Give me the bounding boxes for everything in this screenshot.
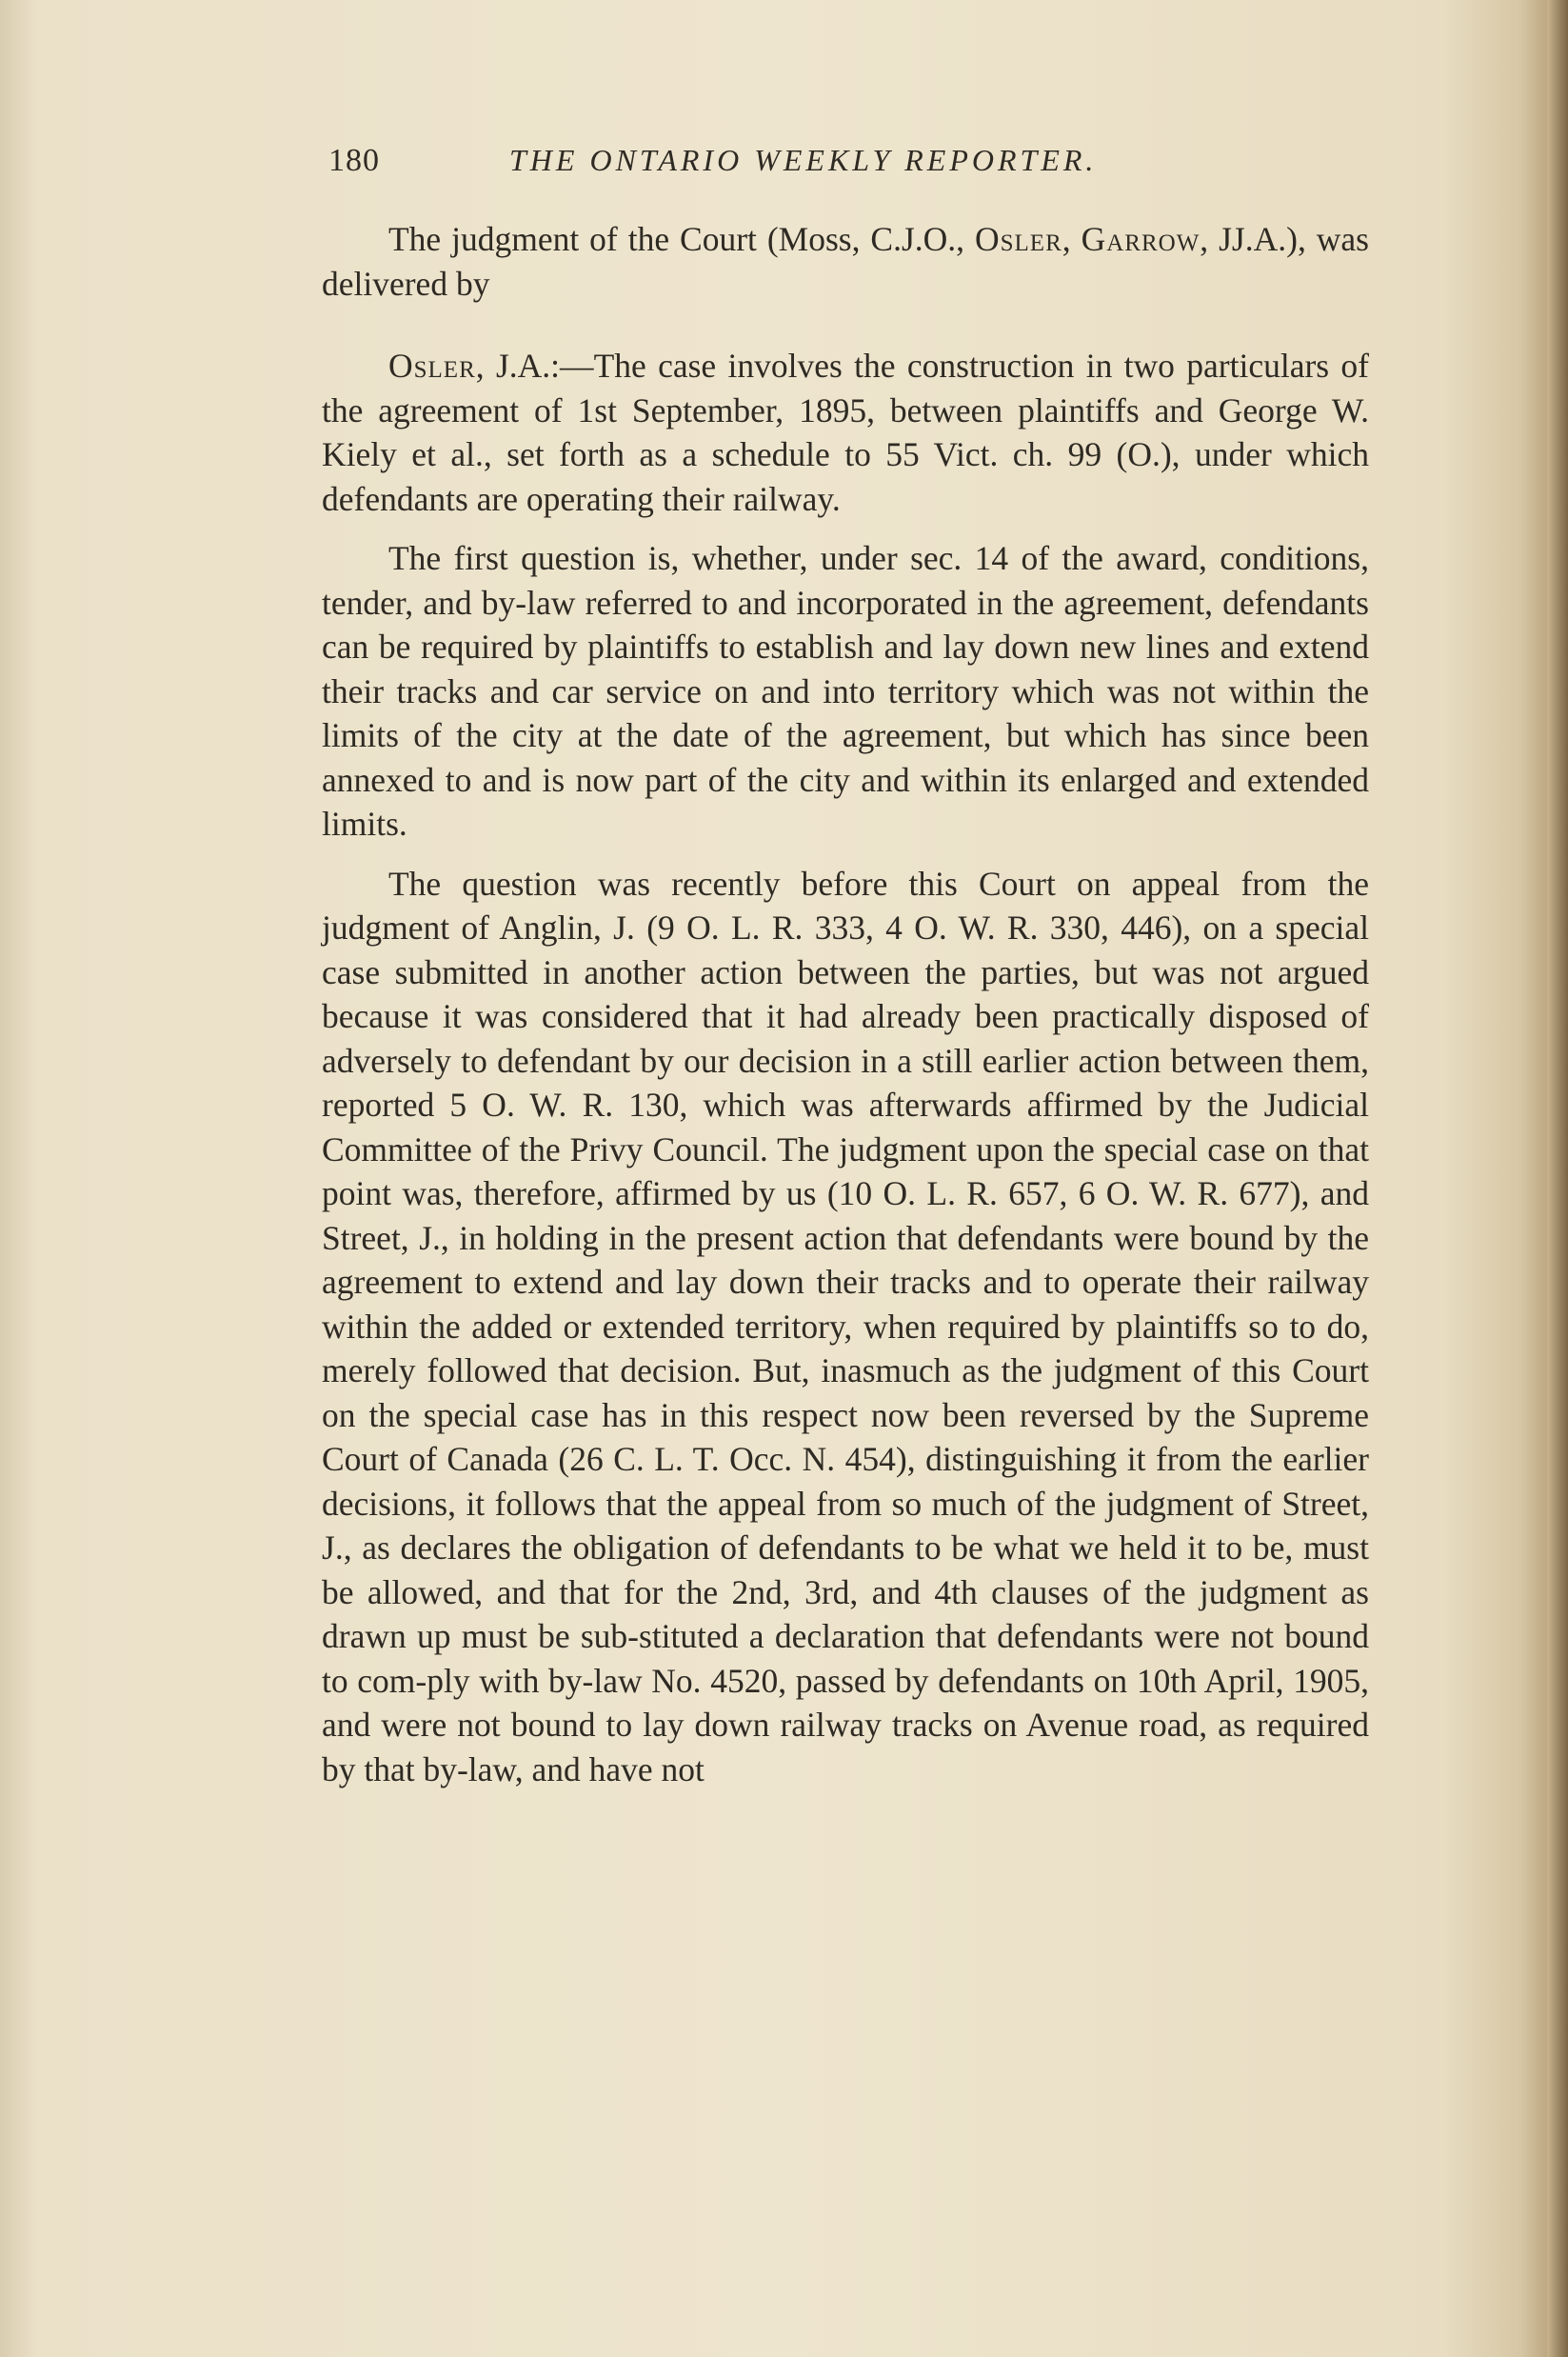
judge-name-osler: Osler bbox=[975, 220, 1062, 258]
paragraph-2: The first question is, whether, under sec. 14 of the award, conditions, tender, and by-law referred to and incorporated in the agreement, defendants can be required by plaintiffs to establish and lay down new lines and extend their tracks and car service on and into territory which was not within the limits of the city at the date of the agreement, but which has since been annexed to and is now part of the city and within its enlarged and extended limits. bbox=[322, 539, 1369, 843]
book-spine-shadow bbox=[1547, 0, 1568, 2357]
intro-text-mid: , bbox=[1062, 220, 1082, 258]
opinion-author-suffix: , J.A.:— bbox=[475, 347, 594, 385]
paragraph-1 bbox=[322, 344, 1369, 521]
page-header bbox=[328, 143, 1376, 190]
page-number: 180 bbox=[328, 143, 380, 178]
body-text bbox=[322, 217, 1369, 1791]
running-head: THE ONTARIO WEEKLY REPORTER. bbox=[509, 143, 1098, 177]
intro-text-end: , JJ.A.), was delivered by bbox=[322, 220, 1369, 303]
paragraph-1-text: The case involves the construction in two particulars of the agreement of 1st September, 1895, between plaintiffs and George W. Kiely et al., set forth as a schedule to 55 Vict. ch. 99 (O.), under which defendants are operating their railway. bbox=[322, 347, 1369, 518]
opinion-author: Osler bbox=[388, 347, 476, 385]
intro-paragraph bbox=[322, 217, 1369, 306]
paragraph-3: The question was recently before this Court on appeal from the judgment of Anglin, J. (9 O. L. R. 333, 4 O. W. R. 330, 446), on a special case submitted in another action between the parties, but was not argued because it was considered that it had already been practically disposed of adversely to defendant by our decision in a still earlier action between them, reported 5 O. W. R. 130, which was afterwards affirmed by the Judicial Committee of the Privy Council. The judgment upon the special case on that point was, therefore, affirmed by us (10 O. L. R. 657, 6 O. W. R. 677), and Street, J., in holding in the present action that defendants were bound by the agreement to extend and lay down their tracks and to operate their railway within the added or extended territory, when required by plaintiffs so to do, merely followed that decision. But, inasmuch as the judgment of this Court on the special case has in this respect now been reversed by the Supreme Court of Canada (26 C. L. T. Occ. N. 454), distinguishing it from the earlier decisions, it follows that the appeal from so much of the judgment of Street, J., as declares the obligation of defendants to be what we held it to be, must be allowed, and that for the 2nd, 3rd, and 4th clauses of the judgment as drawn up must be sub-stituted a declaration that defendants were not bound to com-ply with by-law No. 4520, passed by defendants on 10th April, 1905, and were not bound to lay down railway tracks on Avenue road, as required by that by-law, and have not bbox=[322, 864, 1369, 1788]
judge-name-garrow: Garrow bbox=[1081, 220, 1201, 258]
intro-text-start: The judgment of the Court (Moss, C.J.O., bbox=[388, 220, 975, 258]
